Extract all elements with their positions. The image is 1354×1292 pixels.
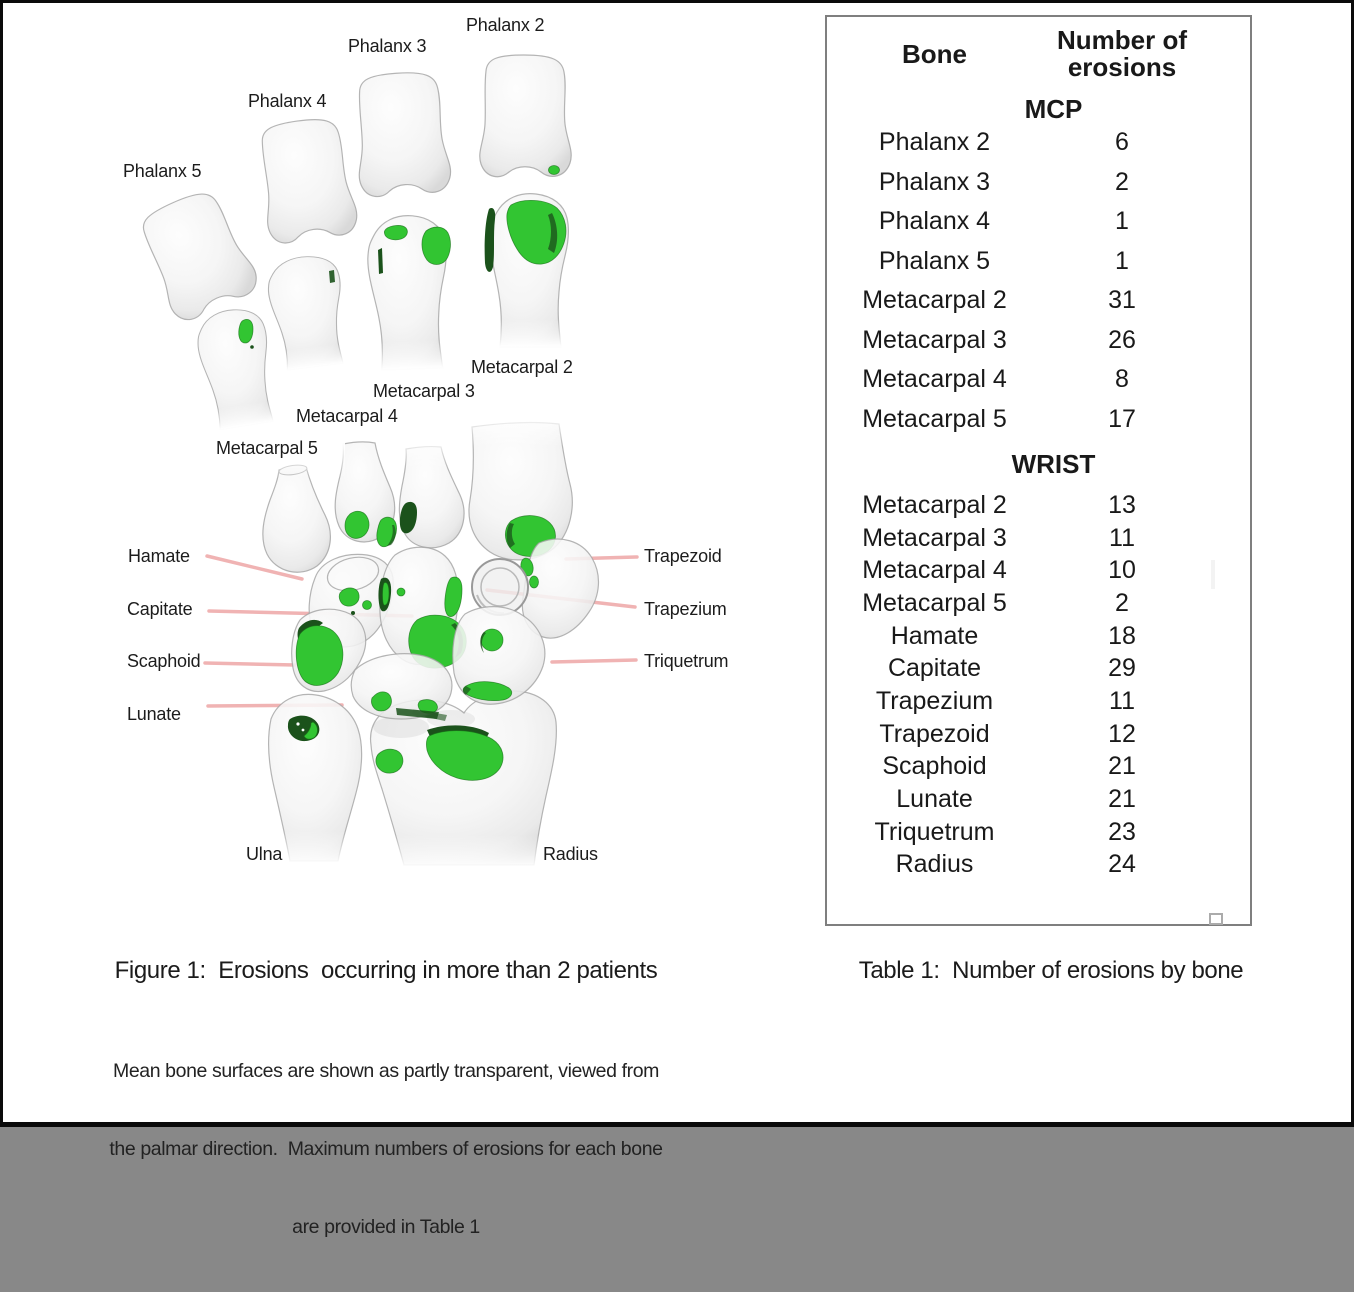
label-trapezoid: Trapezoid xyxy=(644,546,722,566)
bone-metacarpal-5-base xyxy=(263,464,331,573)
mcp-rows xyxy=(827,123,1250,439)
erosion-speckle xyxy=(302,729,305,732)
scan-artifact xyxy=(1211,560,1215,589)
bone-phalanx-5 xyxy=(132,184,262,326)
bone-phalanx-2 xyxy=(480,55,571,177)
bone-phalanx-4 xyxy=(254,115,359,246)
figure-subcaption-line2: the palmar direction. Maximum numbers of erosions for each bone xyxy=(109,1138,663,1160)
leader-line-scaphoid xyxy=(205,663,295,665)
label-phalanx-2: Phalanx 2 xyxy=(466,15,545,35)
erosion-patch xyxy=(329,270,335,283)
table-row: Phalanx 5 1 xyxy=(878,246,1129,275)
label-capitate: Capitate xyxy=(127,599,193,619)
label-metacarpal-3: Metacarpal 3 xyxy=(373,381,475,401)
label-metacarpal-4: Metacarpal 4 xyxy=(296,406,398,426)
erosion-patch xyxy=(422,227,450,264)
leader-line-triquetrum xyxy=(552,660,636,662)
figure-subcaption-line3: are provided in Table 1 xyxy=(292,1216,480,1238)
erosion-patch xyxy=(383,582,390,605)
label-phalanx-5: Phalanx 5 xyxy=(123,161,202,181)
figure-subcaption-line1: Mean bone surfaces are shown as partly transparent, viewed from xyxy=(112,1060,659,1082)
bone-phalanx-3 xyxy=(352,70,452,198)
shaft-fade xyxy=(463,413,567,447)
label-ulna: Ulna xyxy=(246,844,283,864)
table-caption: Table 1: Number of erosions by bone xyxy=(858,957,1244,984)
table-row: Triquetrum 23 xyxy=(874,817,1136,846)
label-lunate: Lunate xyxy=(127,704,181,724)
bone-render-canvas xyxy=(3,3,803,933)
table-row: Capitate 29 xyxy=(887,654,1136,683)
bone-triquetrum xyxy=(453,607,545,705)
table-row: Metacarpal 5 17 xyxy=(862,404,1136,433)
shaft-fade xyxy=(399,435,449,469)
section-header-wrist: WRIST xyxy=(1011,449,1096,479)
label-phalanx-3: Phalanx 3 xyxy=(348,36,427,56)
label-radius: Radius xyxy=(543,844,598,864)
erosion-patch xyxy=(530,576,539,588)
table-row: Radius 24 xyxy=(895,850,1136,879)
label-hamate: Hamate xyxy=(128,546,190,566)
table-row: Metacarpal 5 2 xyxy=(862,588,1129,617)
label-trapezium: Trapezium xyxy=(644,599,727,619)
erosion-patch xyxy=(397,588,405,596)
table-row: Phalanx 4 1 xyxy=(878,207,1129,236)
bone-ulna xyxy=(263,694,365,867)
erosion-patch xyxy=(345,511,369,538)
shaft-fade xyxy=(365,835,565,871)
bone-metacarpal-2-head xyxy=(485,194,569,349)
label-phalanx-4: Phalanx 4 xyxy=(248,91,327,111)
bone-metacarpal-5-head xyxy=(193,305,280,432)
section-header-mcp: MCP xyxy=(1024,94,1083,124)
erosion-patch xyxy=(296,626,343,686)
table-row: Scaphoid 21 xyxy=(882,752,1136,781)
table-row: Metacarpal 3 11 xyxy=(862,523,1135,552)
figure-caption: Figure 1: Erosions occurring in more than 2 patients xyxy=(114,957,658,984)
erosions-table xyxy=(825,15,1252,926)
table-row: Phalanx 3 2 xyxy=(878,167,1129,196)
table-row: Metacarpal 2 13 xyxy=(862,490,1136,519)
bone-lunate xyxy=(351,654,452,719)
label-metacarpal-5: Metacarpal 5 xyxy=(216,438,318,458)
table-row: Lunate 21 xyxy=(896,785,1136,814)
table-row: Phalanx 2 6 xyxy=(878,128,1129,157)
label-metacarpal-2: Metacarpal 2 xyxy=(471,357,573,377)
figure-subcaption xyxy=(63,1006,709,1292)
label-scaphoid: Scaphoid xyxy=(127,651,201,671)
table-row: Metacarpal 3 26 xyxy=(862,325,1136,354)
bone-figure xyxy=(3,3,803,933)
erosion-patch xyxy=(384,225,407,239)
erosion-patch xyxy=(549,166,560,175)
erosion-patch xyxy=(376,749,403,773)
table-row: Trapezoid 12 xyxy=(879,719,1136,748)
label-triquetrum: Triquetrum xyxy=(644,651,729,671)
table-row: Trapezium 11 xyxy=(875,686,1135,715)
column-header-bone: Bone xyxy=(902,38,967,69)
erosion-patch xyxy=(239,319,253,343)
table-row: Metacarpal 4 10 xyxy=(862,556,1136,585)
table-header-row xyxy=(827,27,1250,81)
erosion-patch xyxy=(339,588,359,606)
bone-metacarpal-3-head xyxy=(366,214,450,372)
small-square-marker xyxy=(1209,913,1223,925)
table-row: Metacarpal 4 8 xyxy=(862,365,1129,394)
bone-metacarpal-4-head xyxy=(265,253,350,373)
table-row: Hamate 18 xyxy=(890,621,1136,650)
wrist-rows xyxy=(827,489,1250,881)
erosion-patch xyxy=(250,345,254,349)
column-header-count: Number of erosions xyxy=(1057,25,1187,82)
erosion-patch xyxy=(363,601,372,610)
table-row: Metacarpal 2 31 xyxy=(862,286,1136,315)
erosion-speckle xyxy=(296,722,299,725)
